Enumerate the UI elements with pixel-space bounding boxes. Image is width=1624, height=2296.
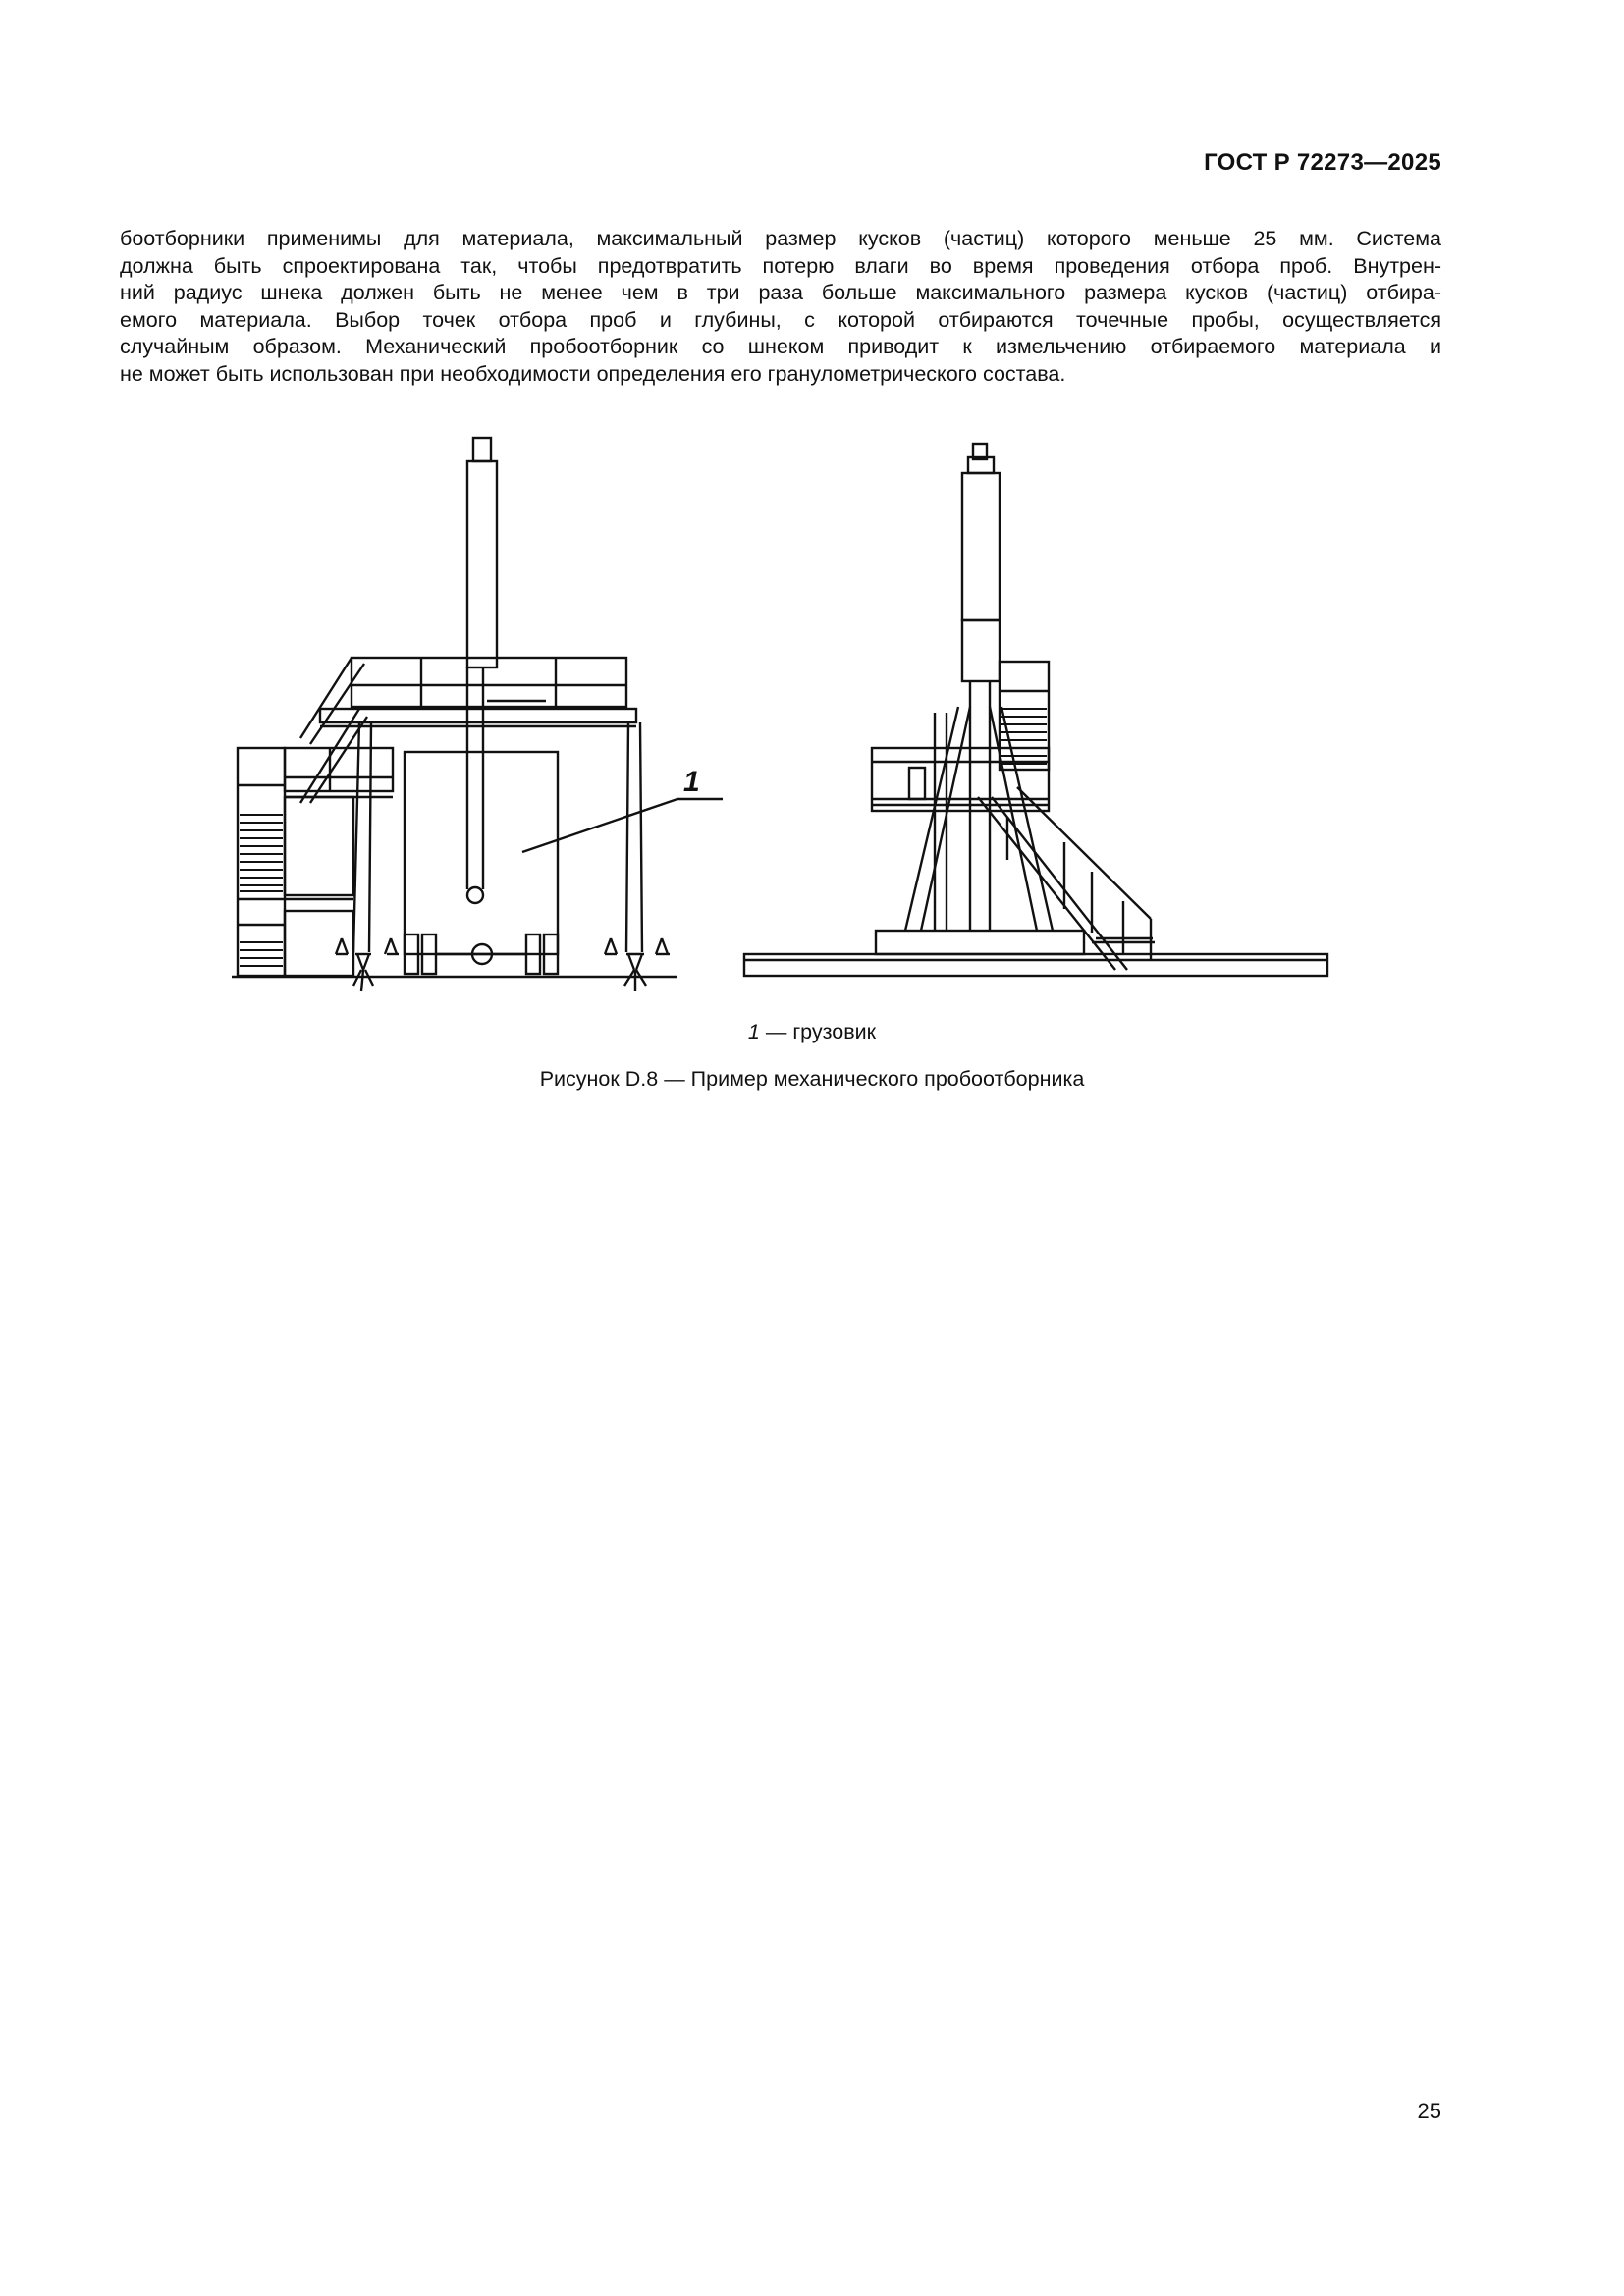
callout-leader-line: [522, 799, 677, 852]
side-view-drawing: [744, 444, 1327, 976]
body-paragraph: [120, 226, 1441, 388]
page-number: 25: [1417, 2099, 1441, 2123]
figure-caption: Рисунок D.8 — Пример механического пробоотборника: [539, 1067, 1085, 1091]
figure-legend: [0, 1020, 1624, 1044]
paragraph-line: емого материала. Выбор точек отбора проб и глубины, с которой отбираются точечные пробы, осуществляется: [120, 307, 1441, 332]
paragraph-line: не может быть использован при необходимости определения его гранулометрического состава.: [120, 361, 1066, 386]
paragraph-line: ний радиус шнека должен быть не менее чем в три раза больше максимального размера кусков (частиц) отбира-: [120, 281, 1441, 304]
paragraph-line: должна быть спроектирована так, чтобы предотвратить потерю влаги во время проведения отбора проб. Внутрен-: [120, 253, 1441, 278]
paragraph-line: случайным образом. Механический пробоотборник со шнеком приводит к измельчению отбираемого материала и: [120, 335, 1441, 358]
legend-text: — грузовик: [759, 1020, 877, 1043]
sampler-drawing: [232, 432, 1331, 1011]
document-header: ГОСТ Р 72273—2025: [1204, 149, 1441, 176]
callout-number: 1: [683, 766, 700, 798]
front-view-drawing: [232, 438, 677, 991]
legend-number: 1: [747, 1020, 760, 1043]
sampler-figure: [232, 432, 1331, 1011]
paragraph-line: боотборники применимы для материала, максимальный размер кусков (частиц) которого меньше 25 мм. Система: [120, 227, 1441, 250]
